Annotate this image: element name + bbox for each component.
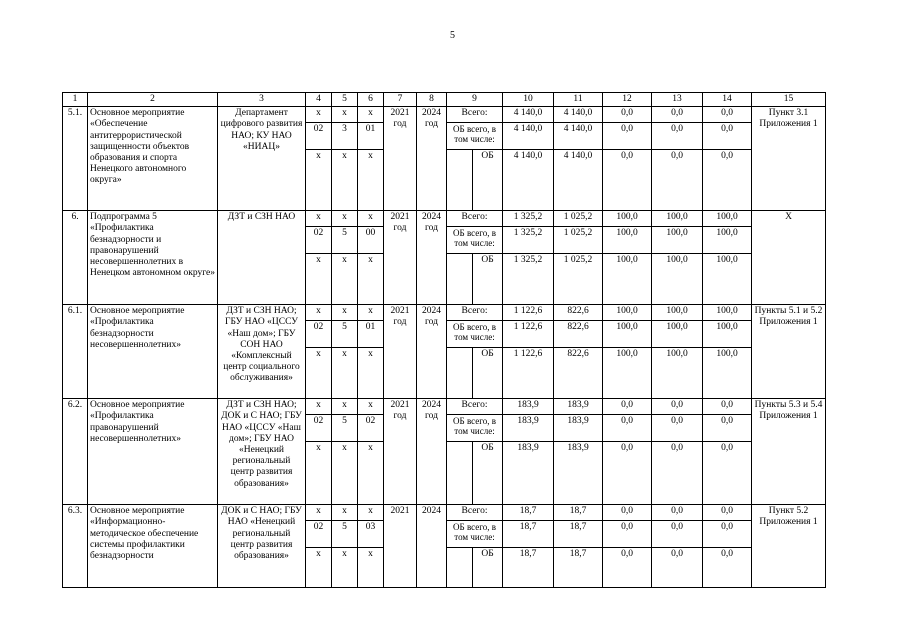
value-cell: 822,6 xyxy=(554,348,603,399)
source-label: ОБ всего, в том числе: xyxy=(447,321,503,348)
code-cell: х xyxy=(332,399,358,415)
header-cell: 9 xyxy=(447,93,503,107)
blank-cell xyxy=(447,254,473,305)
value-cell: 4 140,0 xyxy=(503,150,554,211)
value-cell: 0,0 xyxy=(652,399,703,415)
code-cell: 02 xyxy=(306,227,332,254)
source-label: Всего: xyxy=(447,399,503,415)
code-cell: х xyxy=(358,254,384,305)
executor: ДЗТ и СЗН НАО xyxy=(218,211,306,305)
value-cell: 0,0 xyxy=(603,505,652,521)
value-cell: 18,7 xyxy=(503,521,554,548)
start-year: 2021 год xyxy=(384,305,417,399)
code-cell: 02 xyxy=(306,123,332,150)
value-cell: 4 140,0 xyxy=(503,123,554,150)
value-cell: 822,6 xyxy=(554,321,603,348)
blank-cell xyxy=(447,548,473,588)
value-cell: 0,0 xyxy=(703,505,752,521)
value-cell: 4 140,0 xyxy=(554,123,603,150)
value-cell: 100,0 xyxy=(603,227,652,254)
code-cell: х xyxy=(332,348,358,399)
start-year: 2021 год xyxy=(384,211,417,305)
value-cell: 0,0 xyxy=(603,415,652,442)
code-cell: х xyxy=(358,548,384,588)
row-number: 6.1. xyxy=(63,305,88,399)
value-cell: 0,0 xyxy=(603,150,652,211)
value-cell: 100,0 xyxy=(652,254,703,305)
value-cell: 1 025,2 xyxy=(554,254,603,305)
header-cell: 1 xyxy=(63,93,88,107)
table-row xyxy=(63,505,826,521)
code-cell: х xyxy=(306,505,332,521)
source-label: ОБ xyxy=(473,254,503,305)
value-cell: 100,0 xyxy=(603,254,652,305)
value-cell: 100,0 xyxy=(703,348,752,399)
code-cell: х xyxy=(306,399,332,415)
code-cell: х xyxy=(358,348,384,399)
value-cell: 100,0 xyxy=(703,254,752,305)
event-name: Основное мероприятие «Информационно-методическое обеспечение системы профилактики безнадзорности xyxy=(88,505,218,588)
value-cell: 183,9 xyxy=(503,415,554,442)
value-cell: 18,7 xyxy=(554,548,603,588)
event-name: Основное мероприятие «Профилактика правонарушений несовершеннолетних» xyxy=(88,399,218,505)
value-cell: 100,0 xyxy=(603,211,652,227)
value-cell: 822,6 xyxy=(554,305,603,321)
header-cell: 8 xyxy=(417,93,447,107)
header-cell: 13 xyxy=(652,93,703,107)
value-cell: 0,0 xyxy=(603,399,652,415)
header-cell: 2 xyxy=(88,93,218,107)
code-cell: 02 xyxy=(306,321,332,348)
value-cell: 100,0 xyxy=(652,348,703,399)
value-cell: 4 140,0 xyxy=(554,150,603,211)
value-cell: 18,7 xyxy=(554,521,603,548)
source-label: ОБ xyxy=(473,150,503,211)
row-number: 6. xyxy=(63,211,88,305)
header-cell: 12 xyxy=(603,93,652,107)
value-cell: 0,0 xyxy=(652,548,703,588)
value-cell: 100,0 xyxy=(652,321,703,348)
value-cell: 0,0 xyxy=(652,521,703,548)
code-cell: х xyxy=(358,150,384,211)
code-cell: х xyxy=(332,548,358,588)
code-cell: 01 xyxy=(358,123,384,150)
header-cell: 5 xyxy=(332,93,358,107)
code-cell: 5 xyxy=(332,415,358,442)
row-number: 6.2. xyxy=(63,399,88,505)
value-cell: 1 325,2 xyxy=(503,254,554,305)
value-cell: 4 140,0 xyxy=(554,107,603,123)
header-row xyxy=(63,93,826,107)
source-label: ОБ всего, в том числе: xyxy=(447,123,503,150)
value-cell: 0,0 xyxy=(603,521,652,548)
source-label: ОБ xyxy=(473,348,503,399)
source-label: ОБ xyxy=(473,548,503,588)
code-cell: х xyxy=(332,107,358,123)
code-cell: х xyxy=(358,107,384,123)
value-cell: 100,0 xyxy=(603,305,652,321)
start-year: 2021 год xyxy=(384,399,417,505)
code-cell: 01 xyxy=(358,321,384,348)
code-cell: х xyxy=(306,254,332,305)
header-cell: 11 xyxy=(554,93,603,107)
value-cell: 0,0 xyxy=(703,123,752,150)
code-cell: х xyxy=(306,107,332,123)
note-cell: Пункт 3.1 Приложения 1 xyxy=(752,107,826,211)
event-name: Основное мероприятие «Обеспечение антитеррористической защищенности объектов образования и спорта Ненецкого автономного округа» xyxy=(88,107,218,211)
code-cell: х xyxy=(306,150,332,211)
code-cell: 5 xyxy=(332,521,358,548)
value-cell: 0,0 xyxy=(603,548,652,588)
code-cell: х xyxy=(358,505,384,521)
value-cell: 183,9 xyxy=(554,442,603,505)
value-cell: 183,9 xyxy=(554,415,603,442)
start-year: 2021 год xyxy=(384,107,417,211)
value-cell: 100,0 xyxy=(703,305,752,321)
header-cell: 7 xyxy=(384,93,417,107)
end-year: 2024 год xyxy=(417,305,447,399)
note-cell: Х xyxy=(752,211,826,305)
table-row xyxy=(63,211,826,227)
code-cell: х xyxy=(306,348,332,399)
value-cell: 183,9 xyxy=(554,399,603,415)
value-cell: 0,0 xyxy=(703,521,752,548)
source-label: Всего: xyxy=(447,107,503,123)
event-name: Основное мероприятие «Профилактика безнадзорности несовершеннолетних» xyxy=(88,305,218,399)
executor: Департамент цифрового развития НАО; КУ НАО «НИАЦ» xyxy=(218,107,306,211)
value-cell: 1 025,2 xyxy=(554,211,603,227)
source-label: Всего: xyxy=(447,211,503,227)
value-cell: 0,0 xyxy=(652,150,703,211)
code-cell: х xyxy=(358,305,384,321)
value-cell: 18,7 xyxy=(503,548,554,588)
value-cell: 183,9 xyxy=(503,399,554,415)
value-cell: 0,0 xyxy=(703,442,752,505)
table-row xyxy=(63,305,826,321)
executor: ДЗТ и СЗН НАО; ГБУ НАО «ЦССУ «Наш дом»; ГБУ СОН НАО «Комплексный центр социального обслуживания» xyxy=(218,305,306,399)
value-cell: 0,0 xyxy=(703,107,752,123)
value-cell: 100,0 xyxy=(603,321,652,348)
end-year: 2024 год xyxy=(417,211,447,305)
code-cell: х xyxy=(358,399,384,415)
value-cell: 0,0 xyxy=(603,442,652,505)
code-cell: х xyxy=(332,254,358,305)
header-cell: 6 xyxy=(358,93,384,107)
code-cell: х xyxy=(332,211,358,227)
value-cell: 0,0 xyxy=(652,123,703,150)
end-year: 2024 xyxy=(417,505,447,588)
value-cell: 0,0 xyxy=(703,150,752,211)
value-cell: 1 122,6 xyxy=(503,348,554,399)
code-cell: 02 xyxy=(306,521,332,548)
value-cell: 100,0 xyxy=(652,211,703,227)
value-cell: 0,0 xyxy=(703,548,752,588)
code-cell: х xyxy=(306,442,332,505)
code-cell: 02 xyxy=(358,415,384,442)
executor: ДОК и С НАО; ГБУ НАО «Ненецкий региональный центр развития образования» xyxy=(218,505,306,588)
value-cell: 0,0 xyxy=(652,415,703,442)
value-cell: 100,0 xyxy=(603,348,652,399)
source-label: Всего: xyxy=(447,305,503,321)
source-label: ОБ всего, в том числе: xyxy=(447,415,503,442)
header-cell: 15 xyxy=(752,93,826,107)
code-cell: 03 xyxy=(358,521,384,548)
note-cell: Пункты 5.1 и 5.2 Приложения 1 xyxy=(752,305,826,399)
value-cell: 18,7 xyxy=(554,505,603,521)
value-cell: 1 325,2 xyxy=(503,211,554,227)
event-name: Подпрограмма 5 «Профилактика безнадзорности и правонарушений несовершеннолетних в Ненецком автономном округе» xyxy=(88,211,218,305)
source-label: Всего: xyxy=(447,505,503,521)
blank-cell xyxy=(447,150,473,211)
source-label: ОБ всего, в том числе: xyxy=(447,521,503,548)
end-year: 2024 год xyxy=(417,107,447,211)
table-row xyxy=(63,107,826,123)
value-cell: 0,0 xyxy=(603,107,652,123)
value-cell: 0,0 xyxy=(603,123,652,150)
value-cell: 100,0 xyxy=(703,211,752,227)
executor: ДЗТ и СЗН НАО; ДОК и С НАО; ГБУ НАО «ЦССУ «Наш дом»; ГБУ НАО «Ненецкий региональный центр развития образования» xyxy=(218,399,306,505)
value-cell: 0,0 xyxy=(652,107,703,123)
value-cell: 1 025,2 xyxy=(554,227,603,254)
code-cell: х xyxy=(332,442,358,505)
value-cell: 0,0 xyxy=(703,399,752,415)
code-cell: 5 xyxy=(332,321,358,348)
end-year: 2024 год xyxy=(417,399,447,505)
code-cell: х xyxy=(332,305,358,321)
row-number: 5.1. xyxy=(63,107,88,211)
code-cell: 00 xyxy=(358,227,384,254)
note-cell: Пункт 5.2 Приложения 1 xyxy=(752,505,826,588)
header-cell: 14 xyxy=(703,93,752,107)
value-cell: 1 325,2 xyxy=(503,227,554,254)
row-number: 6.3. xyxy=(63,505,88,588)
value-cell: 100,0 xyxy=(652,305,703,321)
value-cell: 0,0 xyxy=(652,505,703,521)
header-cell: 4 xyxy=(306,93,332,107)
value-cell: 0,0 xyxy=(703,415,752,442)
source-label: ОБ всего, в том числе: xyxy=(447,227,503,254)
code-cell: х xyxy=(332,505,358,521)
table-body xyxy=(63,93,826,588)
value-cell: 4 140,0 xyxy=(503,107,554,123)
value-cell: 1 122,6 xyxy=(503,305,554,321)
table-row xyxy=(63,399,826,415)
note-cell: Пункты 5.3 и 5.4 Приложения 1 xyxy=(752,399,826,505)
budget-table xyxy=(62,92,826,588)
header-cell: 3 xyxy=(218,93,306,107)
code-cell: 3 xyxy=(332,123,358,150)
page-number: 5 xyxy=(450,30,455,41)
code-cell: 02 xyxy=(306,415,332,442)
start-year: 2021 xyxy=(384,505,417,588)
blank-cell xyxy=(447,442,473,505)
code-cell: 5 xyxy=(332,227,358,254)
source-label: ОБ xyxy=(473,442,503,505)
code-cell: х xyxy=(306,548,332,588)
value-cell: 18,7 xyxy=(503,505,554,521)
value-cell: 183,9 xyxy=(503,442,554,505)
value-cell: 0,0 xyxy=(652,442,703,505)
value-cell: 100,0 xyxy=(703,321,752,348)
blank-cell xyxy=(447,348,473,399)
header-cell: 10 xyxy=(503,93,554,107)
code-cell: х xyxy=(358,442,384,505)
code-cell: х xyxy=(332,150,358,211)
value-cell: 1 122,6 xyxy=(503,321,554,348)
code-cell: х xyxy=(306,305,332,321)
value-cell: 100,0 xyxy=(652,227,703,254)
value-cell: 100,0 xyxy=(703,227,752,254)
code-cell: х xyxy=(358,211,384,227)
code-cell: х xyxy=(306,211,332,227)
